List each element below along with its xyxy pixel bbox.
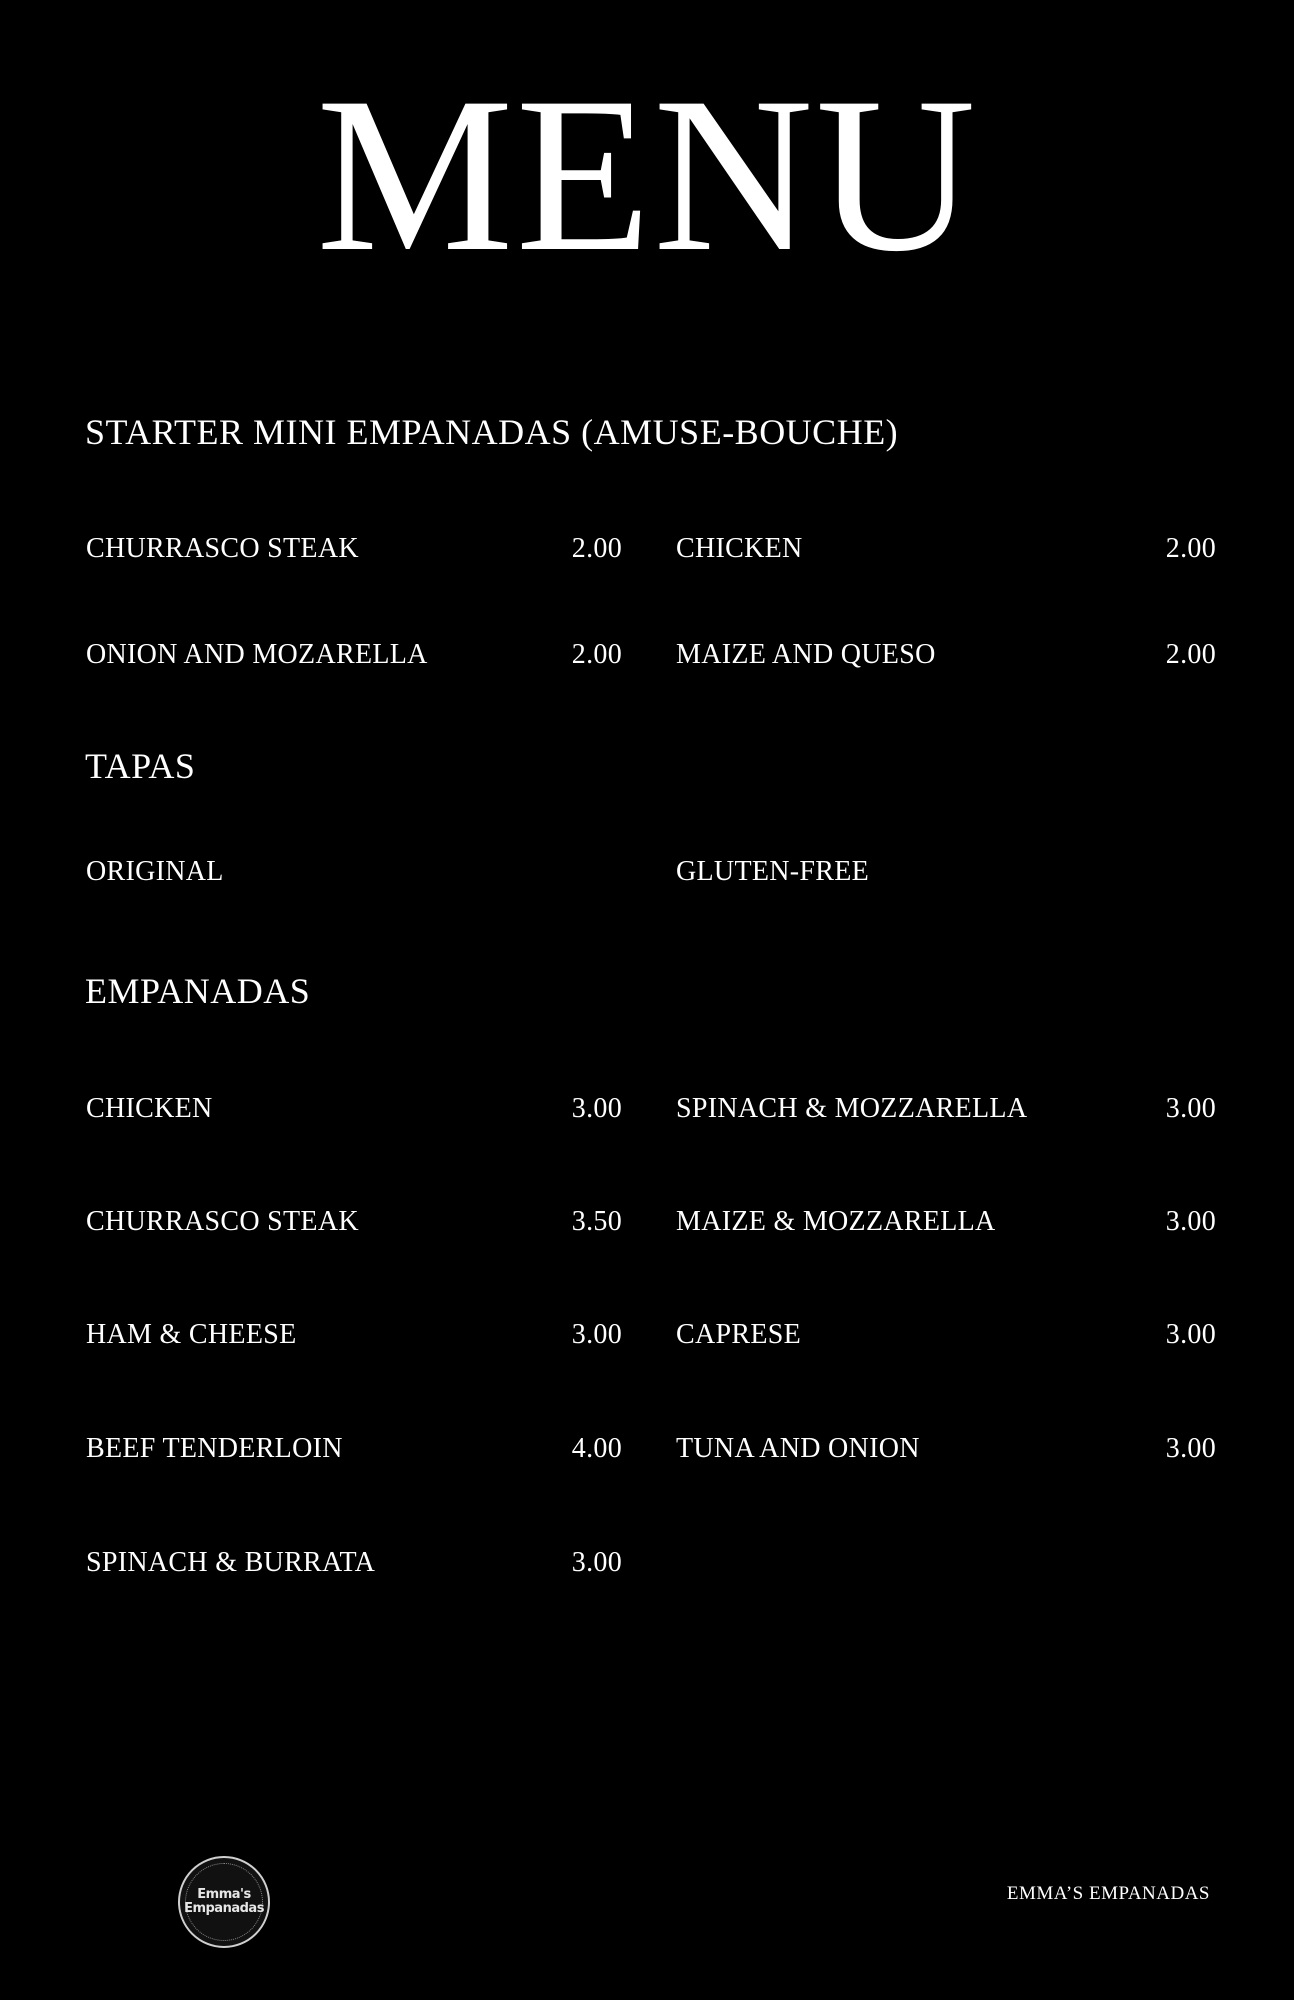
item-name: BEEF TENDERLOIN xyxy=(86,1433,343,1464)
item-price: 3.00 xyxy=(1165,1319,1216,1350)
logo-text-line2: Empanadas xyxy=(184,1901,264,1916)
menu-item xyxy=(86,852,622,892)
item-name: CHURRASCO STEAK xyxy=(86,533,359,564)
item-name: MAIZE & MOZZARELLA xyxy=(676,1206,996,1237)
item-price: 4.00 xyxy=(571,1433,622,1464)
menu-item xyxy=(676,635,1216,675)
logo-text-line1: Emma's xyxy=(197,1887,251,1902)
item-name: CHICKEN xyxy=(676,533,803,564)
item-price: 2.00 xyxy=(571,533,622,564)
menu-item xyxy=(676,852,1216,892)
menu-title: MENU xyxy=(316,52,978,298)
menu-item xyxy=(86,529,622,569)
item-name: ONION AND MOZARELLA xyxy=(86,639,428,670)
menu-item xyxy=(676,1315,1216,1355)
menu-item xyxy=(676,1202,1216,1242)
brand-logo xyxy=(178,1856,270,1948)
item-name: GLUTEN-FREE xyxy=(676,856,870,887)
menu-item xyxy=(86,1429,622,1469)
item-name: CHURRASCO STEAK xyxy=(86,1206,359,1237)
menu-item xyxy=(86,635,622,675)
item-price: 3.50 xyxy=(571,1206,622,1237)
brand-name: EMMA’S EMPANADAS xyxy=(1006,1883,1210,1904)
item-name: CHICKEN xyxy=(86,1093,213,1124)
menu-item xyxy=(86,1315,622,1355)
item-price: 3.00 xyxy=(1165,1433,1216,1464)
menu-item xyxy=(676,529,1216,569)
item-price: 2.00 xyxy=(1165,639,1216,670)
menu-item xyxy=(86,1202,622,1242)
logo-seal xyxy=(185,1863,263,1941)
item-price: 3.00 xyxy=(571,1547,622,1578)
item-price: 2.00 xyxy=(571,639,622,670)
item-name: SPINACH & BURRATA xyxy=(86,1547,376,1578)
item-name: MAIZE AND QUESO xyxy=(676,639,936,670)
item-price: 3.00 xyxy=(571,1319,622,1350)
item-name: SPINACH & MOZZARELLA xyxy=(676,1093,1028,1124)
menu-item xyxy=(86,1543,622,1583)
menu-item xyxy=(676,1089,1216,1129)
section-heading-starter: STARTER MINI EMPANADAS (AMUSE-BOUCHE) xyxy=(85,412,899,452)
menu-item xyxy=(676,1429,1216,1469)
item-name: HAM & CHEESE xyxy=(86,1319,297,1350)
item-name: ORIGINAL xyxy=(86,856,224,887)
menu-item xyxy=(86,1089,622,1129)
item-name: TUNA AND ONION xyxy=(676,1433,920,1464)
section-heading-empanadas: EMPANADAS xyxy=(85,971,311,1011)
item-price: 2.00 xyxy=(1165,533,1216,564)
item-price: 3.00 xyxy=(571,1093,622,1124)
item-name: CAPRESE xyxy=(676,1319,802,1350)
item-price: 3.00 xyxy=(1165,1206,1216,1237)
section-heading-tapas: TAPAS xyxy=(85,746,196,786)
item-price: 3.00 xyxy=(1165,1093,1216,1124)
